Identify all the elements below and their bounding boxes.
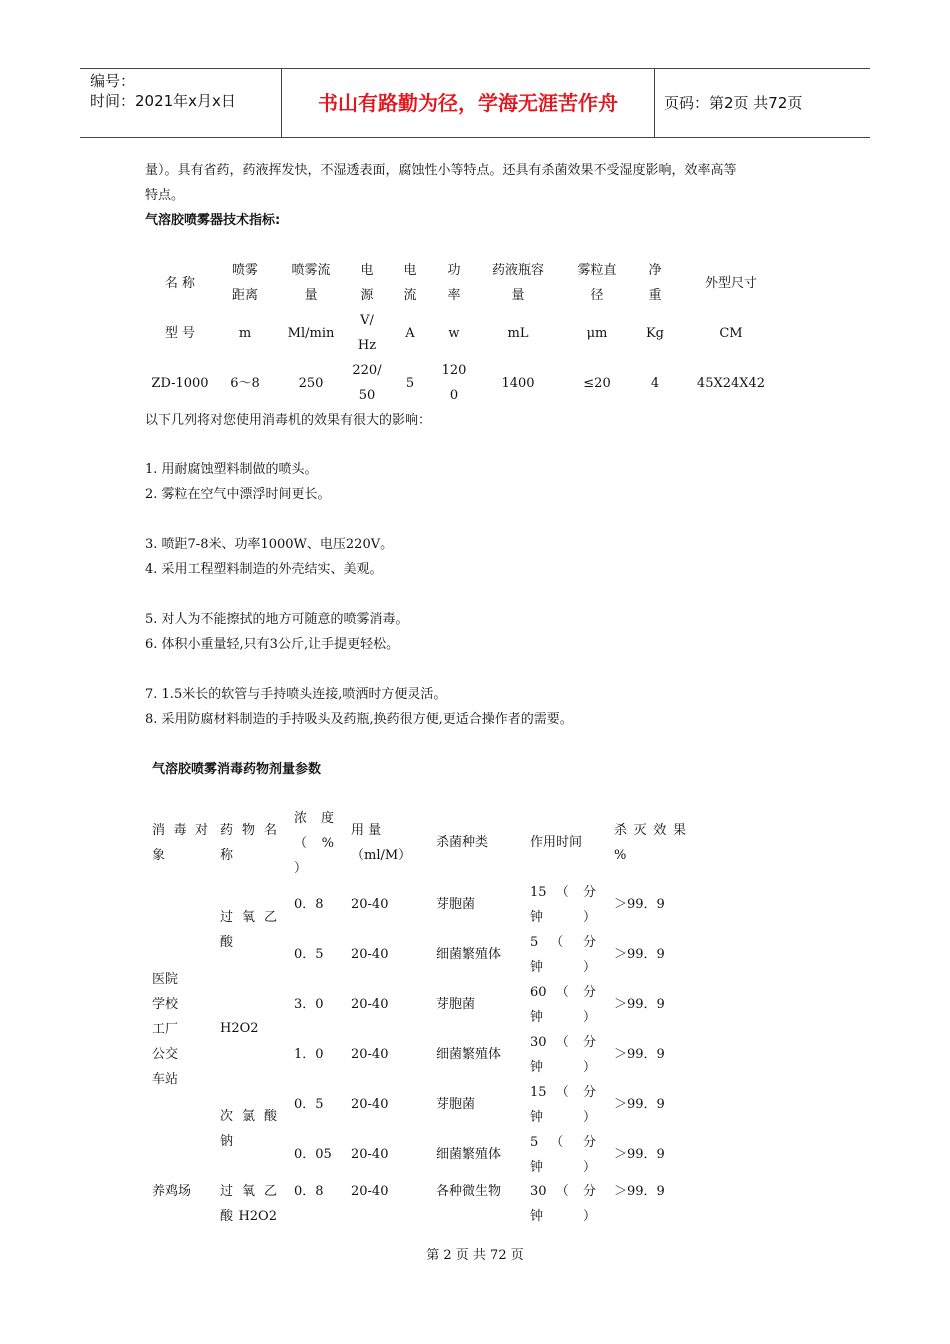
list-item: 4. 采用工程塑料制造的外壳结实、美观。: [145, 562, 383, 577]
spec-cell: 1400: [501, 375, 535, 391]
page-footer: 第 2 页 共 72 页: [426, 1248, 524, 1263]
spec-cell: 6～8: [230, 375, 260, 391]
list-item: 8. 采用防腐材料制造的手持吸头及药瓶,换药很方便,更适合操作者的需要。: [145, 712, 573, 727]
dose-cell: 0．5: [294, 947, 324, 962]
dose-object-cell: 养鸡场: [152, 1184, 192, 1199]
spec-cell: m: [238, 325, 252, 341]
dose-cell: 芽胞菌: [436, 897, 476, 912]
spec-cell: μm: [586, 325, 608, 341]
dose-cell: 细菌繁殖体: [436, 1047, 502, 1062]
spec-cell: 120 0: [441, 363, 467, 403]
dose-header-concentration: 浓 度 （ % ）: [294, 811, 334, 876]
spec-cell: 功 率: [447, 263, 461, 303]
dose-cell: 20-40: [351, 1047, 389, 1062]
spec-cell: 外型尺寸: [704, 275, 757, 291]
dose-title: 气溶胶喷雾消毒药物剂量参数: [152, 762, 322, 777]
dose-header-bacteria: 杀菌种类: [436, 835, 489, 850]
spec-cell: 45X24X42: [696, 375, 766, 391]
dose-cell: ＞99．9: [614, 997, 665, 1012]
dose-cell: 0．5: [294, 1097, 324, 1112]
spec-cell: 220/ 50: [352, 363, 382, 403]
dose-cell: 芽胞菌: [436, 997, 476, 1012]
dose-cell: 1．0: [294, 1047, 324, 1062]
header-motto: 书山有路勤为径，学海无涯苦作舟: [318, 91, 618, 115]
spec-cell: 净 重: [648, 263, 662, 303]
spec-cell: 药液瓶容 量: [491, 263, 544, 303]
effects-intro: 以下几列将对您使用消毒机的效果有很大的影响：: [145, 413, 432, 428]
dose-cell: 0．8: [294, 1184, 324, 1199]
dose-cell: 0．8: [294, 897, 324, 912]
spec-cell: 喷雾流 量: [291, 263, 331, 303]
spec-cell: 电 源: [360, 263, 374, 303]
spec-cell: 喷雾 距离: [231, 263, 258, 303]
dose-cell: 30 （ 分 钟）: [530, 1035, 596, 1075]
list-item: 7. 1.5米长的软管与手持喷头连接,喷洒时方便灵活。: [145, 687, 447, 702]
dose-cell: ＞99．9: [614, 1184, 665, 1199]
list-item: 5. 对人为不能擦拭的地方可随意的喷雾消毒。: [145, 612, 409, 627]
dose-cell: 20-40: [351, 897, 389, 912]
dose-cell: 3．0: [294, 997, 324, 1012]
spec-cell: 型 号: [164, 325, 196, 341]
dose-cell: ＞99．9: [614, 897, 665, 912]
dose-header-drug: 药 物 名 称: [220, 823, 277, 863]
dose-cell: 0．05: [294, 1147, 332, 1162]
dose-header-effect: 杀 灭 效 果 %: [614, 823, 686, 863]
spec-cell: ZD-1000: [151, 375, 209, 391]
dose-cell: 60 （ 分 钟）: [530, 985, 596, 1025]
dose-cell: 15 （ 分 钟）: [530, 1085, 596, 1125]
dose-cell: 芽胞菌: [436, 1097, 476, 1112]
dose-header-time: 作用时间: [530, 835, 583, 850]
spec-cell: 电 流: [403, 263, 417, 303]
list-item: 1. 用耐腐蚀塑料制做的喷头。: [145, 462, 318, 477]
dose-cell: 细菌繁殖体: [436, 947, 502, 962]
dose-cell: 20-40: [351, 1184, 389, 1199]
spec-cell: CM: [719, 325, 743, 341]
dose-cell: 各种微生物: [436, 1184, 502, 1199]
list-item: 3. 喷距7-8米、功率1000W、电压220V。: [145, 537, 394, 552]
dose-drug-cell: 过 氧 乙 酸H2O2: [220, 1184, 277, 1224]
dose-cell: ＞99．9: [614, 1097, 665, 1112]
page-header: [80, 68, 870, 138]
dose-cell: 20-40: [351, 1147, 389, 1162]
dose-drug-cell: H2O2: [220, 1021, 259, 1036]
header-divider: [654, 69, 655, 137]
dose-header-dosage: 用 量 （ml/M）: [351, 823, 412, 863]
dose-drug-cell: 过 氧 乙 酸: [220, 910, 277, 950]
dose-header-object: 消 毒 对 象: [152, 823, 208, 863]
spec-cell: ≤20: [583, 375, 611, 391]
dose-cell: ＞99．9: [614, 1047, 665, 1062]
spec-cell: 250: [298, 375, 324, 391]
header-page-number: 页码：第2页 共72页: [664, 94, 803, 112]
dose-cell: ＞99．9: [614, 947, 665, 962]
dose-cell: 15 （ 分 钟）: [530, 885, 596, 925]
spec-cell: 名 称: [164, 275, 196, 291]
dose-cell: 30 （ 分 钟）: [530, 1184, 596, 1224]
header-meta: [90, 71, 236, 111]
spec-cell: 雾粒直 径: [577, 263, 617, 303]
dose-cell: 20-40: [351, 997, 389, 1012]
document-number: 编号：: [90, 72, 136, 90]
document-date: 时间：2021年x月x日: [90, 92, 236, 110]
dose-cell: 5 （ 分 钟）: [530, 1135, 596, 1175]
dose-cell: 5 （ 分 钟）: [530, 935, 596, 975]
dose-cell: ＞99．9: [614, 1147, 665, 1162]
spec-cell: V/ Hz: [357, 313, 377, 353]
spec-title: 气溶胶喷雾器技术指标:: [145, 213, 281, 228]
intro-line: 特点。: [145, 188, 185, 203]
list-item: 2. 雾粒在空气中漂浮时间更长。: [145, 487, 331, 502]
dose-cell: 20-40: [351, 947, 389, 962]
dose-object-cell: 医院 学校 工厂 公交 车站: [152, 972, 179, 1087]
spec-cell: w: [448, 325, 460, 341]
spec-cell: 5: [405, 375, 415, 391]
dose-cell: 20-40: [351, 1097, 389, 1112]
intro-line: 量）。具有省药，药液挥发快，不湿透表面，腐蚀性小等特点。还具有杀菌效果不受湿度影响，效率高等: [145, 163, 737, 178]
spec-cell: Kg: [645, 325, 665, 341]
dose-drug-cell: 次 氯 酸 钠: [220, 1109, 277, 1149]
spec-cell: Ml/min: [287, 325, 335, 341]
spec-cell: 4: [650, 375, 660, 391]
list-item: 6. 体积小重量轻,只有3公斤,让手提更轻松。: [145, 637, 400, 652]
spec-cell: A: [405, 325, 415, 341]
dose-cell: 细菌繁殖体: [436, 1147, 502, 1162]
spec-cell: mL: [507, 325, 529, 341]
